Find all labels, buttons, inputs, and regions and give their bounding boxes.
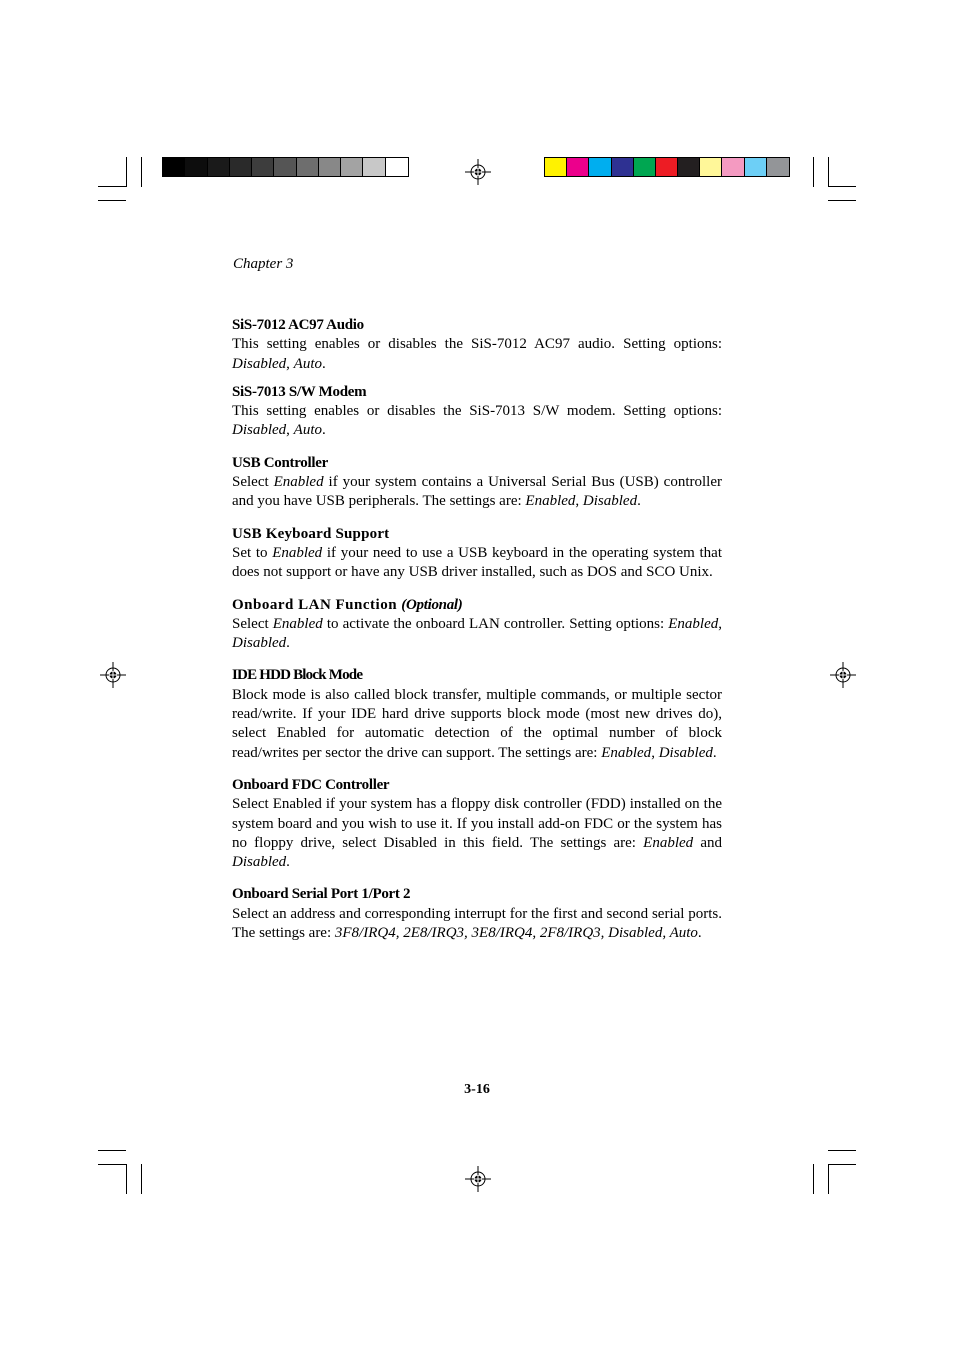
- italic-text: 3F8/IRQ4, 2E8/IRQ3, 3E8/IRQ4, 2F8/IRQ3, Disabled, Auto: [334, 925, 698, 942]
- color-swatch: [589, 158, 611, 176]
- italic-text: Disabled: [232, 422, 287, 439]
- registration-mark-icon: [465, 1166, 491, 1192]
- italic-text: Auto: [293, 355, 323, 372]
- italic-text: Enabled: [273, 474, 324, 491]
- section-usb-keyboard: [232, 525, 722, 583]
- section-body: Set to Enabled if your need to use a USB keyboard in the operating system that does not support or have any USB driver installed, such as DOS and SCO Unix.: [232, 544, 722, 581]
- section-title: [232, 596, 722, 615]
- section-title: SiS-7013 S/W Modem: [232, 383, 367, 400]
- color-swatch: [274, 158, 296, 176]
- grayscale-swatch-bar: [162, 157, 409, 177]
- color-swatch: [612, 158, 634, 176]
- color-swatch: [656, 158, 678, 176]
- section-title-text: Onboard LAN Function: [232, 596, 398, 613]
- color-swatch: [767, 158, 789, 176]
- section-body: Select an address and corresponding interrupt for the first and second serial ports. The settings are: 3F8/IRQ4, 2E8/IRQ3, 3E8/IRQ4, 2F8/IRQ3, Disabled, Auto.: [232, 905, 722, 942]
- page-content: [232, 316, 722, 943]
- registration-mark-icon: [100, 662, 126, 688]
- section-title-suffix: (Optional): [401, 596, 463, 613]
- section-sis7012: [232, 316, 722, 374]
- section-title: Onboard Serial Port 1/Port 2: [232, 886, 411, 903]
- italic-text: Enabled: [601, 744, 652, 761]
- color-swatch: [363, 158, 385, 176]
- section-body: Select Enabled if your system contains a Universal Serial Bus (USB) controller and you have USB peripherals. The settings are: Enabled, Disabled.: [232, 474, 722, 510]
- color-swatch: [678, 158, 700, 176]
- section-title: USB Keyboard Support: [232, 525, 390, 542]
- section-body: Block mode is also called block transfer, multiple commands, or multiple sector read/write. If your IDE hard drive supports block mode (most new drives do), select Enabled for automatic detection of the optimal number of block read/writes per sector the drive can support. The settings are: Enabled, Disabled.: [232, 686, 722, 761]
- italic-text: Auto: [293, 422, 323, 439]
- color-swatch: [745, 158, 767, 176]
- color-swatch: [230, 158, 252, 176]
- color-swatch: [700, 158, 722, 176]
- color-swatch: [634, 158, 656, 176]
- color-swatch: [386, 158, 408, 176]
- color-swatch: [208, 158, 230, 176]
- page-number: 3-16: [464, 1082, 490, 1097]
- italic-text: Disabled: [232, 355, 287, 372]
- italic-text: Enabled: [525, 493, 576, 510]
- color-swatch: [163, 158, 185, 176]
- section-onboard-serial: [232, 885, 722, 943]
- chapter-header: Chapter 3: [233, 256, 294, 272]
- italic-text: Enabled: [272, 544, 323, 561]
- section-body: Select Enabled to activate the onboard LAN controller. Setting options: Enabled, Disabled.: [232, 615, 722, 652]
- italic-text: Enabled: [272, 615, 323, 632]
- registration-mark-icon: [830, 662, 856, 688]
- color-swatch-bar: [544, 157, 790, 177]
- section-sis7013: [232, 383, 722, 441]
- section-title: USB Controller: [232, 454, 328, 471]
- italic-text: Disabled: [232, 854, 287, 871]
- italic-text: Disabled: [658, 744, 713, 761]
- color-swatch: [567, 158, 589, 176]
- color-swatch: [545, 158, 567, 176]
- section-body: Select Enabled if your system has a floppy disk controller (FDD) installed on the system board and you wish to use it. If you install add-on FDC or the system has no floppy drive, select Disabled in this field. The settings are: Enabled and Disabled.: [232, 796, 722, 871]
- color-swatch: [252, 158, 274, 176]
- section-onboard-fdc: [232, 776, 722, 872]
- italic-text: Disabled: [582, 493, 638, 510]
- color-swatch: [722, 158, 744, 176]
- italic-text: Enabled: [668, 615, 719, 632]
- color-swatch: [319, 158, 341, 176]
- section-ide-hdd: [232, 666, 722, 762]
- section-body: This setting enables or disables the SiS-7012 AC97 audio. Setting options: Disabled, Auto.: [232, 336, 722, 372]
- color-swatch: [341, 158, 363, 176]
- section-title: IDE HDD Block Mode: [232, 667, 363, 684]
- section-usb-controller: [232, 454, 722, 512]
- section-body: This setting enables or disables the SiS-7013 S/W modem. Setting options: Disabled, Auto.: [232, 403, 722, 439]
- section-title: Onboard FDC Controller: [232, 776, 390, 793]
- section-onboard-lan: [232, 596, 722, 654]
- section-title: SiS-7012 AC97 Audio: [232, 317, 364, 333]
- color-swatch: [297, 158, 319, 176]
- color-swatch: [185, 158, 207, 176]
- registration-mark-icon: [465, 159, 491, 185]
- italic-text: Enabled: [643, 834, 694, 851]
- italic-text: Disabled: [232, 635, 287, 652]
